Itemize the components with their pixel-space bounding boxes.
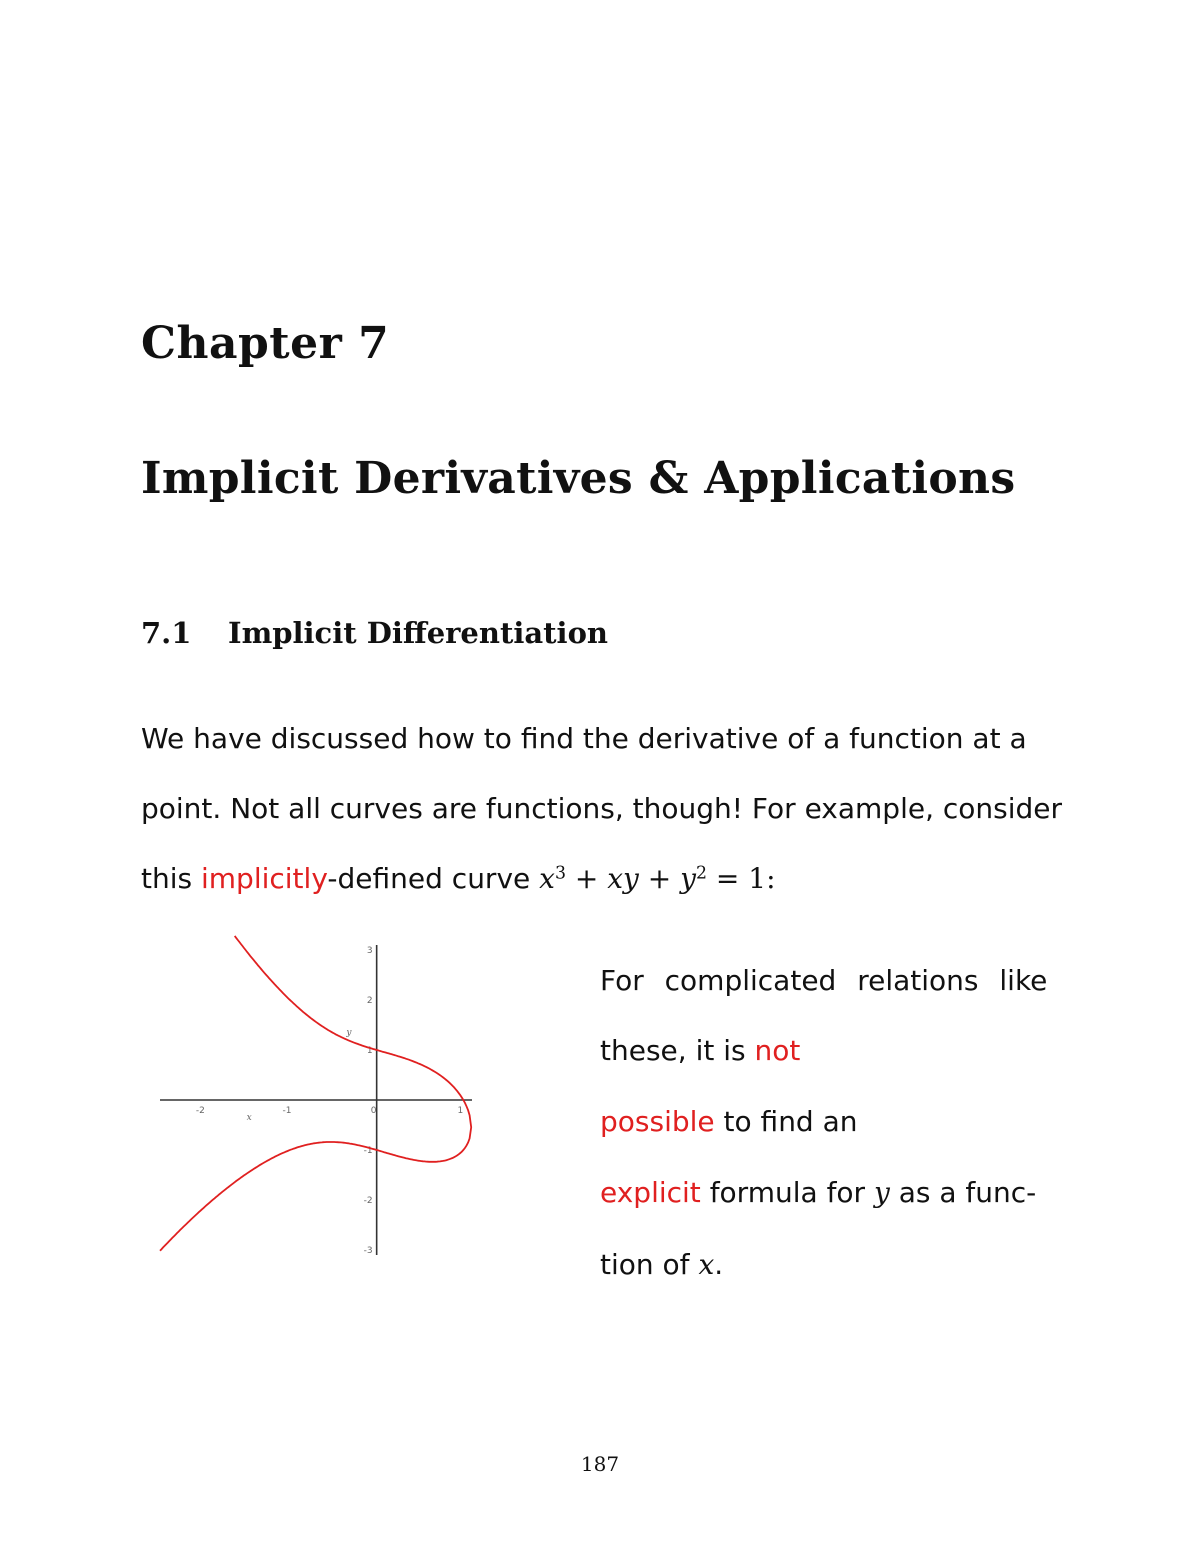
x-tick-label: 0	[370, 1106, 377, 1116]
implicitly-highlight: implicitly	[201, 862, 328, 895]
x-tick-label: 1	[457, 1106, 464, 1116]
x-tick-label: -1	[282, 1106, 292, 1116]
curve-equation: $x^3$ + xy + $y^2 = 1$:	[539, 862, 776, 895]
side-line-2: these, it is not	[600, 1034, 801, 1067]
side-line-5: tion of x.	[600, 1248, 724, 1281]
intro-line-1: We have discussed how to find the derivative of a function at a	[141, 722, 1027, 755]
intro-line-3	[141, 862, 776, 895]
intro-line-3-text: this	[141, 862, 201, 895]
y-tick-label: 1	[366, 1046, 373, 1056]
x-axis-label: x	[246, 1113, 252, 1123]
y-tick-label: -3	[363, 1246, 373, 1256]
side-line-1: For complicated relations like	[600, 964, 1048, 997]
chapter-heading: Chapter 7	[141, 318, 390, 369]
y-tick-label: -2	[363, 1196, 373, 1206]
y-tick-label: 3	[366, 946, 373, 956]
side-line-4: explicit formula for y as a func-	[600, 1176, 1037, 1209]
side-line-3: possible to find an	[600, 1105, 858, 1138]
section-title: Implicit Differentiation	[228, 616, 609, 650]
implicit-curve-plot	[150, 935, 480, 1265]
implicit-curve	[160, 936, 471, 1251]
intro-line-3-after: -defined curve	[327, 862, 540, 895]
intro-line-2: point. Not all curves are functions, though! For example, consider	[141, 792, 1063, 825]
explicit-highlight: explicit	[600, 1176, 701, 1209]
y-axis-label: y	[346, 1028, 352, 1038]
page-number: 187	[580, 1452, 620, 1476]
y-tick-label: 2	[366, 996, 373, 1006]
x-tick-label: -2	[195, 1106, 205, 1116]
chapter-title: Implicit Derivatives & Applications	[141, 453, 1016, 504]
y-tick-label: -1	[363, 1146, 373, 1156]
possible-highlight: possible	[600, 1105, 715, 1138]
section-number: 7.1	[141, 616, 192, 650]
not-highlight: not	[754, 1034, 801, 1067]
